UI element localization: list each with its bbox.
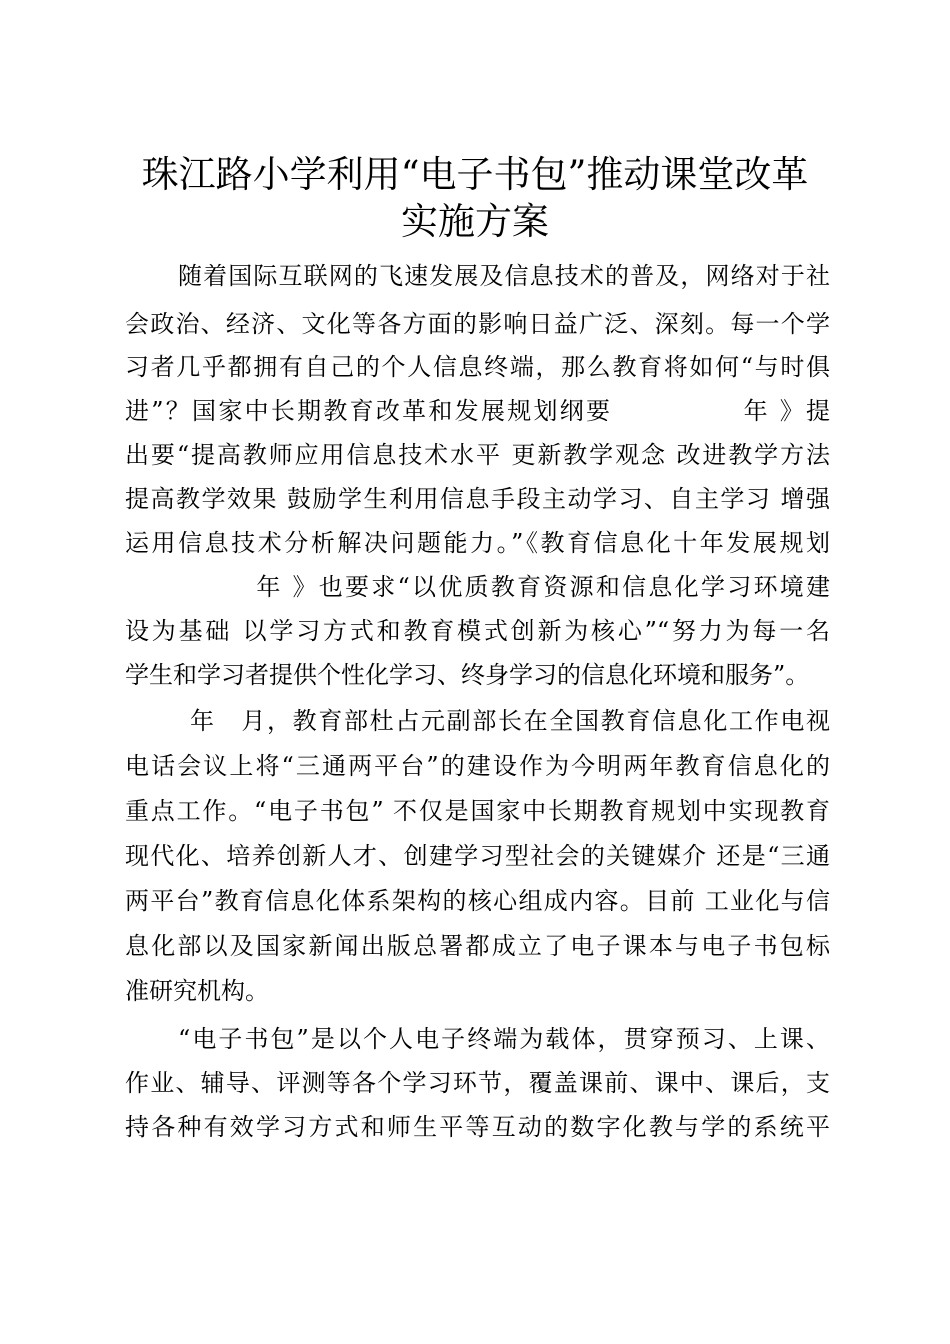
paragraph-1-line-2: 会政治、经济、文化等各方面的影响日益广泛、深刻。每一个学 [125,310,830,338]
paragraph-1-line-3: 习者几乎都拥有自己的个人信息终端，那么教育将如何“与时俱 [125,353,830,381]
paragraph-2-line-2: 电话会议上将“三通两平台”的建设作为今明两年教育信息化的 [125,752,830,780]
paragraph-2-line-1: 年 月，教育部杜占元副部长在全国教育信息化工作电视 [190,707,830,735]
paragraph-1-line-10: 学生和学习者提供个性化学习、终身学习的信息化环境和服务”。 [125,661,810,689]
document-title-line-2: 实施方案 [401,200,549,243]
paragraph-1-line-5: 出要“提高教师应用信息技术水平 更新教学观念 改进教学方法 [125,441,830,469]
paragraph-3-line-1: “电子书包”是以个人电子终端为载体，贯穿预习、上课、 [178,1025,830,1053]
paragraph-2-line-6: 息化部以及国家新闻出版总署都成立了电子课本与电子书包标 [125,932,830,960]
paragraph-1-line-8: 年 》也要求“以优质教育资源和信息化学习环境建 [125,573,830,601]
paragraph-1-line-6: 提高教学效果 鼓励学生利用信息手段主动学习、自主学习 增强 [125,485,830,513]
paragraph-3-line-3: 持各种有效学习方式和师生平等互动的数字化教与学的系统平 [125,1113,830,1141]
document-title-line-1: 珠江路小学利用“电子书包”推动课堂改革 [141,153,809,196]
paragraph-1-line-7: 运用信息技术分析解决问题能力。”《教育信息化十年发展规划 [125,529,830,557]
paragraph-3-line-2: 作业、辅导、评测等各个学习环节，覆盖课前、课中、课后，支 [125,1069,830,1097]
paragraph-2-line-3: 重点工作。“电子书包” 不仅是国家中长期教育规划中实现教育 [125,797,830,825]
paragraph-1-line-9: 设为基础 以学习方式和教育模式创新为核心”“努力为每一名 [125,617,830,645]
paragraph-2-line-4: 现代化、培养创新人才、创建学习型社会的关键媒介 还是“三通 [125,842,830,870]
paragraph-1-line-1: 随着国际互联网的飞速发展及信息技术的普及，网络对于社 [178,262,830,290]
paragraph-2-line-7: 准研究机构。 [125,977,269,1005]
paragraph-2-line-5: 两平台”教育信息化体系架构的核心组成内容。目前 工业化与信 [125,887,830,915]
paragraph-1-line-4: 进”？国家中长期教育改革和发展规划纲要 年 》提 [125,397,830,425]
